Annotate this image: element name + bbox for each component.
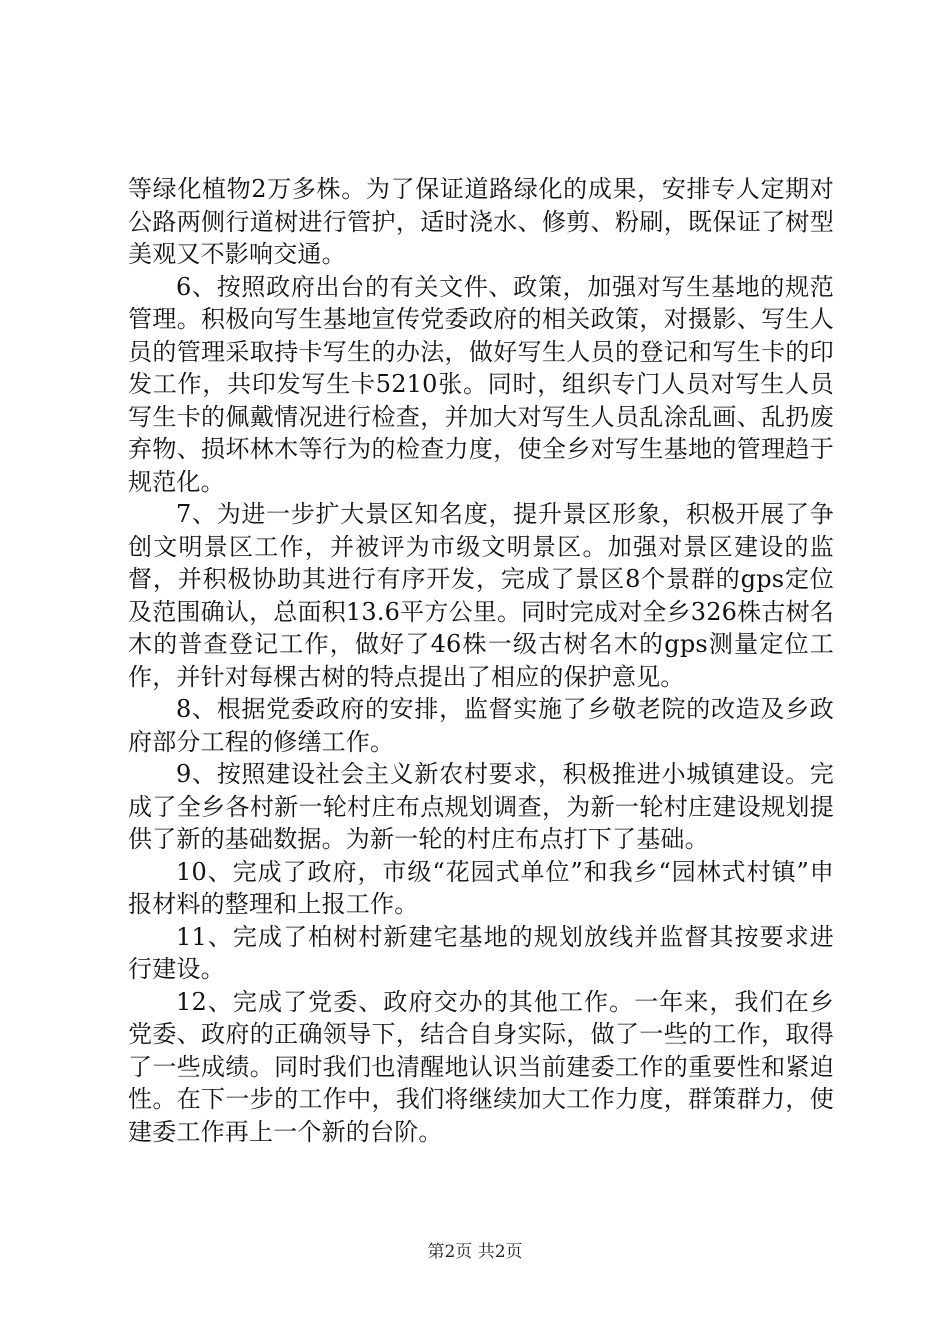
- page-footer: 第2页 共2页: [427, 1242, 523, 1262]
- paragraph-item-7: 7、为进一步扩大景区知名度，提升景区形象，积极开展了争创文明景区工作，并被评为市级文明景区。加强对景区建设的监督，并积极协助其进行有序开发，完成了景区8个景群的gps定位及范围确认，总面积13.6平方公里。同时完成对全乡326株古树名木的普查登记工作，做好了46株一级古树名木的gps测量定位工作，并针对每棵古树的特点提出了相应的保护意见。: [128, 500, 834, 691]
- paragraph-item-12: 12、完成了党委、政府交办的其他工作。一年来，我们在乡党委、政府的正确领导下，结合自身实际，做了一些的工作，取得了一些成绩。同时我们也清醒地认识当前建委工作的重要性和紧迫性。在下一步的工作中，我们将继续加大工作力度，群策群力，使建委工作再上一个新的台阶。: [128, 987, 834, 1146]
- paragraph-item-8: 8、根据党委政府的安排，监督实施了乡敬老院的改造及乡政府部分工程的修缮工作。: [128, 695, 834, 756]
- document-body: [128, 173, 834, 1148]
- paragraph-item-9: 9、按照建设社会主义新农村要求，积极推进小城镇建设。完成了全乡各村新一轮村庄布点规划调查，为新一轮村庄建设规划提供了新的基础数据。为新一轮的村庄布点打下了基础。: [128, 760, 834, 853]
- paragraph-item-11: 11、完成了柏树村新建宅基地的规划放线并监督其按要求进行建设。: [128, 922, 834, 983]
- paragraph-item-10: 10、完成了政府，市级“花园式单位”和我乡“园林式村镇”申报材料的整理和上报工作。: [128, 857, 834, 918]
- paragraph-item-6: 6、按照政府出台的有关文件、政策，加强对写生基地的规范管理。积极向写生基地宣传党委政府的相关政策，对摄影、写生人员的管理采取持卡写生的办法，做好写生人员的登记和写生卡的印发工作，共印发写生卡5210张。同时，组织专门人员对写生人员写生卡的佩戴情况进行检查，并加大对写生人员乱涂乱画、乱扔废弃物、损坏林木等行为的检查力度，使全乡对写生基地的管理趋于规范化。: [128, 272, 834, 496]
- paragraph-continuation: 等绿化植物2万多株。为了保证道路绿化的成果，安排专人定期对公路两侧行道树进行管护，适时浇水、修剪、粉刷，既保证了树型美观又不影响交通。: [128, 175, 834, 268]
